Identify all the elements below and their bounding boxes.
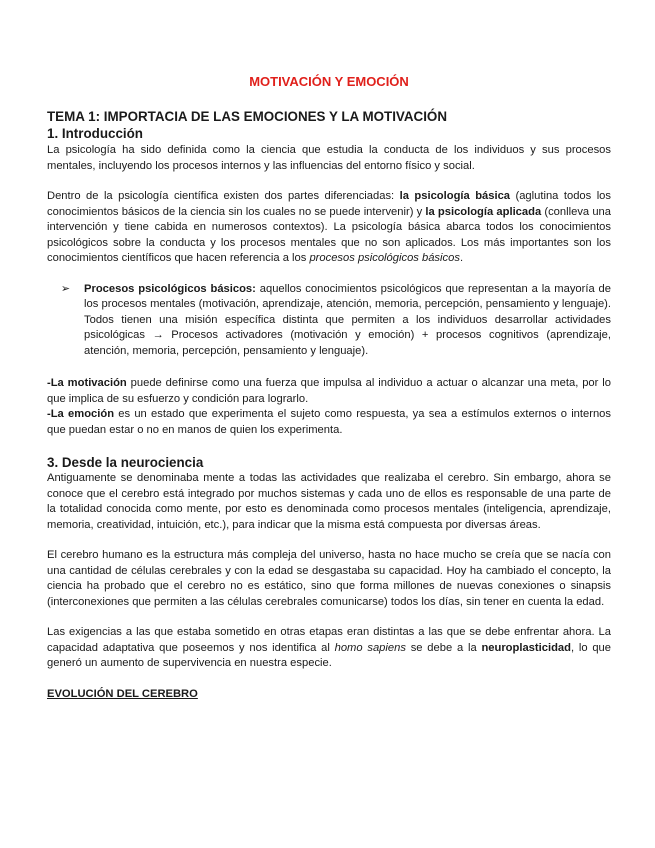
- intro-paragraph-1: La psicología ha sido definida como la ciencia que estudia la conducta de los individuos y sus procesos mentales, incluyendo los procesos internos y las influencias del entorno físico y social.: [47, 144, 611, 172]
- bold-term-neuroplasticidad: neuroplasticidad: [481, 641, 571, 654]
- definition-body: puede definirse como una fuerza que impulsa al individuo a actuar o alcanzar una meta, por lo que implica de su esfuerzo y condición para lograrlo.: [47, 377, 611, 405]
- bullet-text: [84, 282, 611, 360]
- text-run: Dentro de la psicología científica existen dos partes diferenciadas:: [47, 190, 400, 202]
- bullet-bold-label: Procesos psicológicos básicos:: [84, 282, 256, 295]
- text-run: (conlleva una intervención y tiene cabida en numerosos contextos). La psicología básica abarca todos los conocimientos psicológicos sobre la conducta y los procesos mentales que no son aplicados. Los más importantes son los conocimientos científicos que hacen referencia a los: [47, 205, 611, 264]
- intro-paragraph-2: [47, 189, 611, 267]
- bullet-procesos-psicologicos: [47, 282, 611, 360]
- evolucion-cerebro-heading: EVOLUCIÓN DEL CEREBRO: [47, 687, 198, 700]
- text-run: (aglutina todos los conocimientos básicos de la ciencia sin los cuales no se puede intervenir) y: [47, 190, 611, 218]
- arrow-bullet-icon: ➢: [60, 282, 71, 295]
- text-run: , lo que generó un aumento de supervivencia en nuestra especie.: [47, 641, 611, 669]
- neuro-paragraph-1: Antiguamente se denominaba mente a todas las actividades que realizaba el cerebro. Sin embargo, ahora se conoce que el cerebro está integrado por muchos sistemas y cada uno de ellos es responsable de una parte de la totalidad conocida como mente, por esto es denominada como procesos mentales (inteligencia, aprendizaje, memoria, creatividad, intuición, etc.), para indicar que la misma está compuesta por diversas áreas.: [47, 472, 611, 531]
- italic-term-homo-sapiens: homo sapiens: [334, 641, 406, 654]
- bullet-body: aquellos conocimientos psicológicos que representan a la mayoría de los procesos mentales (motivación, aprendizaje, atención, memoria, percepción, pensamiento y lenguaje). Todos tienen una misión específica distinta que permiten a los individuos desarrollar actividades psicológicas → Procesos activadores (motivación y emoción) + procesos cognitivos (aprendizaje, atención, memoria, percepción, pensamiento y lenguaje).: [84, 282, 612, 357]
- text-run: .: [459, 252, 464, 264]
- bold-term-psicologia-basica: la psicología básica: [399, 190, 511, 202]
- tema-heading: TEMA 1: IMPORTACIA DE LAS EMOCIONES Y LA MOTIVACIÓN: [47, 109, 447, 124]
- bold-term-psicologia-aplicada: la psicología aplicada: [425, 205, 542, 218]
- text-run: se debe a la: [405, 641, 482, 654]
- definitions-block: [47, 376, 611, 438]
- document-page: [47, 74, 611, 702]
- section-3-heading: 3. Desde la neurociencia: [47, 455, 204, 470]
- definition-term: -La motivación: [47, 377, 127, 389]
- document-title: MOTIVACIÓN Y EMOCIÓN: [249, 74, 409, 89]
- section-3: [47, 454, 611, 702]
- definition-term: -La emoción: [47, 408, 115, 420]
- neuro-paragraph-3: [47, 625, 611, 672]
- italic-term-procesos: procesos psicológicos básicos: [309, 252, 460, 264]
- definition-emocion: [47, 407, 611, 438]
- definition-motivacion: [47, 376, 611, 407]
- definition-body: es un estado que experimenta el sujeto como respuesta, ya sea a estímulos externos o internos que puedan estar o no en manos de quien los experimenta.: [47, 408, 611, 436]
- neuro-paragraph-2: El cerebro humano es la estructura más compleja del universo, hasta no hace mucho se creía que se nacía con una cantidad de células cerebrales y con la edad se desgastaba su capacidad. Hoy ha cambiado el concepto, la ciencia ha probado que el cerebro no es estático, sino que forma millones de nuevas conexiones o sinapsis (interconexiones que permiten a las células cerebrales comunicarse) todos los días, sin tener en cuenta la edad.: [47, 549, 611, 608]
- section-1-heading: 1. Introducción: [47, 126, 143, 141]
- text-run: Las exigencias a las que estaba sometido en otras etapas eran distintas a las que se debe enfrentar ahora. La capacidad adaptativa que poseemos y nos identifica al: [47, 626, 611, 654]
